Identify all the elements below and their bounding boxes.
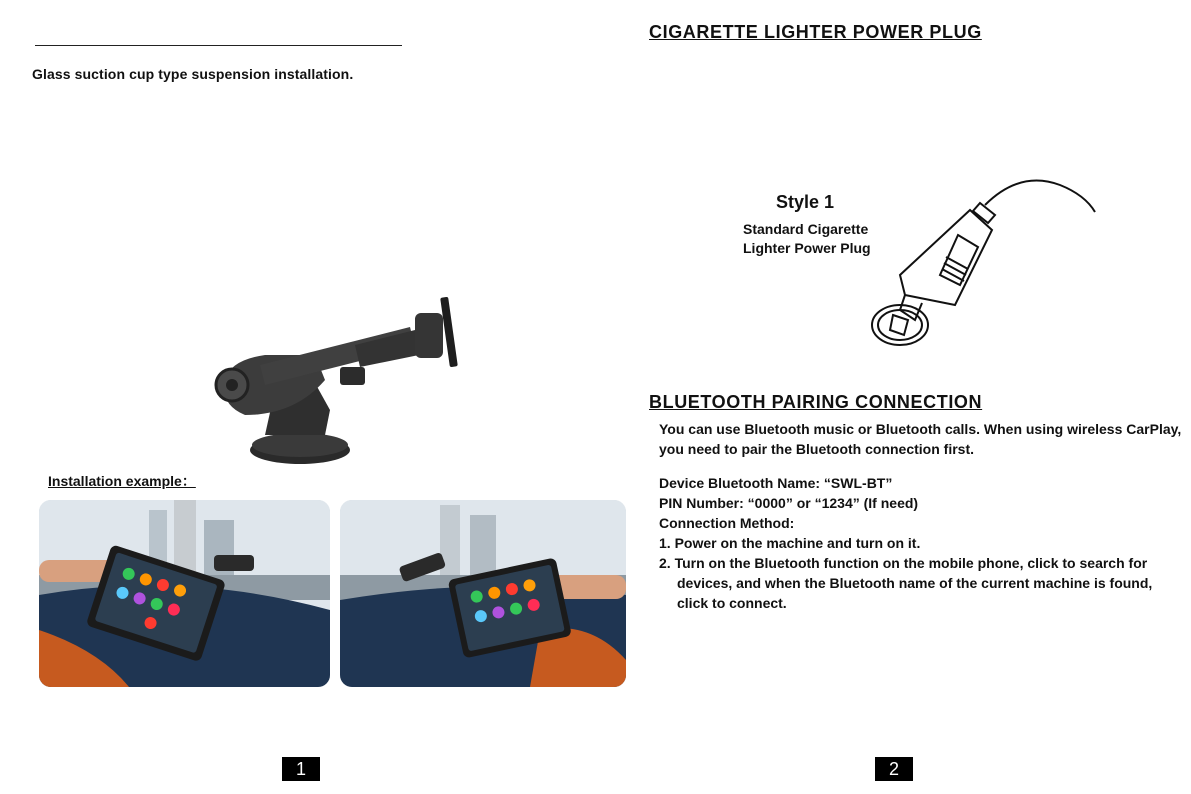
bluetooth-section-heading: BLUETOOTH PAIRING CONNECTION <box>649 392 983 412</box>
installation-example-label: Installation example： <box>48 473 196 489</box>
step-2-line1: 2. Turn on the Bluetooth function on the mobile phone, click to search for <box>659 555 1148 571</box>
pin-number-line: PIN Number: “0000” or “1234” (If need) <box>659 495 919 511</box>
bluetooth-intro <box>659 419 1181 459</box>
connection-method-line: Connection Method: <box>659 515 795 531</box>
step-2-line2: devices, and when the Bluetooth name of the current machine is found, <box>677 575 1153 591</box>
page-number-2: 2 <box>875 757 913 781</box>
suction-mount-image <box>205 285 480 470</box>
step-2-line3: click to connect. <box>677 595 787 611</box>
plug-desc-line1: Standard Cigarette <box>743 221 869 237</box>
bt-intro-line2: you need to pair the Bluetooth connection first. <box>659 441 975 457</box>
bt-intro-line1: You can use Bluetooth music or Bluetooth calls. When using wireless CarPlay, <box>659 421 1182 437</box>
device-name-line: Device Bluetooth Name: “SWL-BT” <box>659 475 893 491</box>
plug-desc-line2: Lighter Power Plug <box>743 240 871 256</box>
cigarette-plug-illustration <box>860 175 1105 350</box>
top-divider-line <box>35 45 402 46</box>
step-1: 1. Power on the machine and turn on it. <box>659 535 921 551</box>
installation-photo-2 <box>340 500 626 687</box>
installation-intro-text: Glass suction cup type suspension installation. <box>32 66 354 82</box>
style-title: Style 1 <box>776 192 835 212</box>
plug-section-heading: CIGARETTE LIGHTER POWER PLUG <box>649 22 982 42</box>
installation-photo-1 <box>39 500 330 687</box>
bluetooth-instructions <box>659 473 1152 613</box>
plug-description <box>743 220 871 258</box>
page-number-1: 1 <box>282 757 320 781</box>
